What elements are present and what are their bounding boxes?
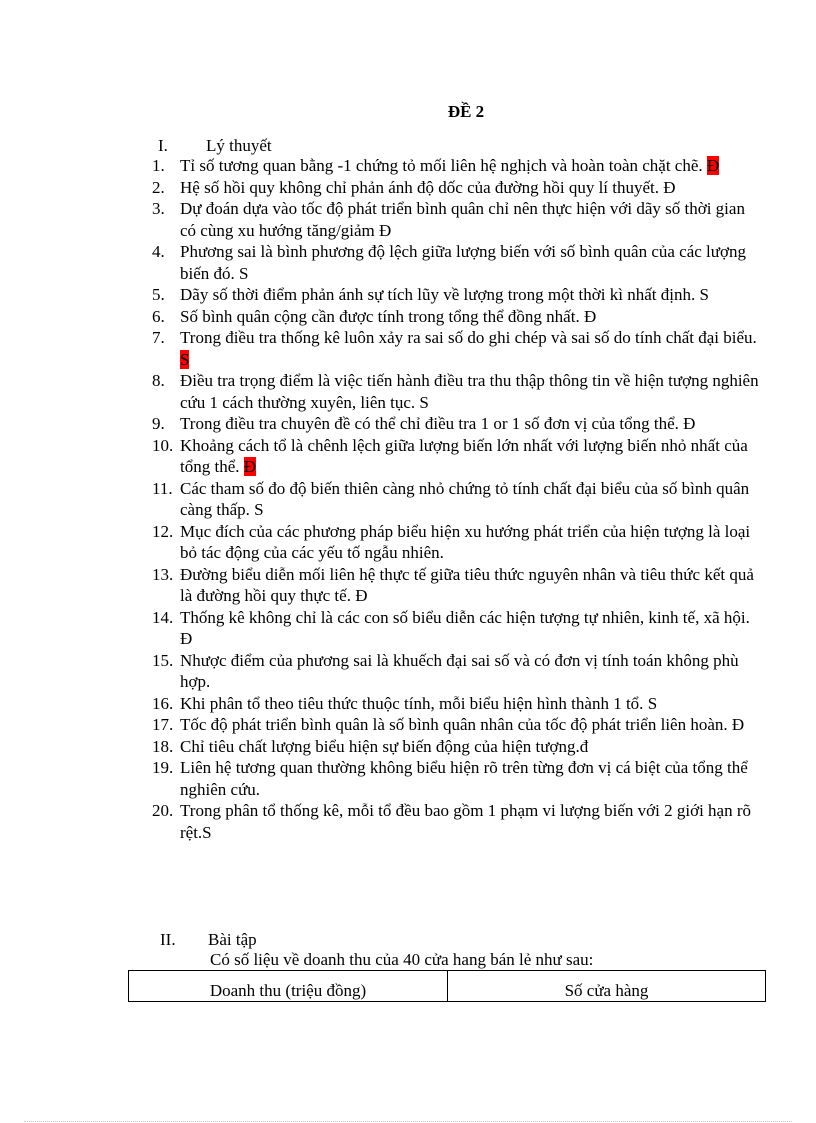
question-number: 10. xyxy=(152,435,174,455)
question-text: Hệ số hồi quy không chỉ phản ánh độ dốc của đường hồi quy lí thuyết. xyxy=(180,177,660,197)
question-number: 20. xyxy=(152,801,174,820)
answer-mark: Đ xyxy=(731,715,745,734)
section-label: Lý thuyết xyxy=(206,136,272,155)
question-text: Dãy số thời điểm phản ánh sự tích lũy về lượng trong một thời kì nhất định. xyxy=(180,285,696,304)
question-number: 6. xyxy=(152,306,165,326)
answer-mark: Đ xyxy=(683,414,696,433)
question-text: Khi phân tổ theo tiêu thức thuộc tính, mỗi biểu hiện hình thành 1 tổ. xyxy=(180,693,644,713)
answer-mark: Đ xyxy=(355,586,368,605)
question-number: 5. xyxy=(152,285,165,304)
exercise-intro: Có số liệu về doanh thu của 40 cửa hang bán lẻ như sau: xyxy=(210,950,594,969)
answer-mark: S xyxy=(239,263,249,283)
answer-mark: S xyxy=(180,349,190,369)
question-item xyxy=(152,327,762,370)
question-text: Đường biểu diễn mối liên hệ thực tế giữa tiêu thức nguyên nhân và tiêu thức kết quả là đường hồi quy thực tế. xyxy=(180,564,754,605)
section-number: II. xyxy=(160,930,176,949)
question-item xyxy=(152,693,762,715)
question-number: 12. xyxy=(152,521,174,541)
question-item xyxy=(152,155,762,177)
answer-mark: Đ xyxy=(180,629,193,648)
question-number: 4. xyxy=(152,242,165,261)
question-item xyxy=(152,241,762,284)
question-number: 9. xyxy=(152,414,165,433)
section-label: Bài tập xyxy=(208,930,257,949)
question-text: Thống kê không chỉ là các con số biểu diễn các hiện tượng tự nhiên, kinh tế, xã hội. xyxy=(180,607,750,627)
section-number: I. xyxy=(158,136,168,155)
question-item xyxy=(152,413,762,435)
question-number: 1. xyxy=(152,156,165,175)
question-text: Liên hệ tương quan thường không biểu hiện rõ trên từng đơn vị cá biệt của tổng thể nghiên cứu. xyxy=(180,758,748,799)
question-item xyxy=(152,800,762,843)
question-text: Mục đích của các phương pháp biểu hiện xu hướng phát triển của hiện tượng là loại bỏ tác động của các yếu tố ngẫu nhiên. xyxy=(180,521,751,562)
answer-mark: Đ xyxy=(379,220,392,240)
question-number: 16. xyxy=(152,693,174,713)
table-header-cell: Số cửa hàng xyxy=(448,971,766,1002)
question-text: Số bình quân cộng cần được tính trong tổng thể đồng nhất. xyxy=(180,306,580,326)
question-item xyxy=(152,564,762,607)
question-item xyxy=(152,607,762,650)
answer-mark: S xyxy=(647,693,658,713)
page-bottom-divider xyxy=(24,1121,792,1122)
question-number: 13. xyxy=(152,564,174,584)
question-text: Trong điều tra chuyên đề có thể chỉ điều tra 1 or 1 số đơn vị của tổng thể. xyxy=(180,414,679,433)
question-text: Tỉ số tương quan bằng -1 chứng tỏ mối liên hệ nghịch và hoàn toàn chặt chẽ. xyxy=(180,156,703,175)
answer-mark: S xyxy=(254,500,264,519)
page-title: ĐỀ 2 xyxy=(447,102,485,121)
question-number: 18. xyxy=(152,736,174,756)
question-text: Tốc độ phát triển bình quân là số bình quân nhân của tốc độ phát triển liên hoàn. xyxy=(180,715,728,734)
question-item xyxy=(152,284,762,306)
question-text: Chỉ tiêu chất lượng biểu hiện sự biến động của hiện tượng.đ xyxy=(180,736,589,756)
answer-mark: S xyxy=(699,285,709,304)
question-item xyxy=(152,370,762,413)
question-text: Trong điều tra thống kê luôn xảy ra sai số do ghi chép và sai số do tính chất đại biểu. xyxy=(180,328,757,347)
question-number: 14. xyxy=(152,607,174,627)
question-item xyxy=(152,736,762,758)
question-number: 7. xyxy=(152,328,165,347)
question-text: Điều tra trọng điểm là việc tiến hành điều tra thu thập thông tin về hiện tượng nghiên cứu 1 cách thường xuyên, liên tục. xyxy=(180,371,759,412)
question-number: 17. xyxy=(152,715,174,734)
table-header-row xyxy=(129,971,766,1002)
answer-mark: Đ xyxy=(243,457,257,476)
answer-mark: Đ xyxy=(663,177,676,197)
table-header-cell: Doanh thu (triệu đồng) xyxy=(129,971,448,1002)
question-item xyxy=(152,714,762,736)
question-item xyxy=(152,198,762,241)
question-item xyxy=(152,521,762,564)
answer-mark: Đ xyxy=(583,306,597,326)
question-item xyxy=(152,306,762,328)
answer-mark: Đ xyxy=(706,156,720,175)
question-text: Dự đoán dựa vào tốc độ phát triển bình quân chỉ nên thực hiện với dãy số thời gian có cùng xu hướng tăng/giảm xyxy=(180,199,745,240)
question-text: Các tham số đo độ biến thiên càng nhỏ chứng tỏ tính chất đại biểu của số bình quân càng thấp. xyxy=(180,478,750,519)
question-text: Nhược điểm của phương sai là khuếch đại sai số và có đơn vị tính toán không phù hợp. xyxy=(180,650,739,691)
question-number: 8. xyxy=(152,371,165,390)
question-number: 3. xyxy=(152,199,165,218)
question-list xyxy=(152,155,762,843)
question-text: Khoảng cách tổ là chênh lệch giữa lượng biến lớn nhất với lượng biến nhỏ nhất của tổng thể. xyxy=(180,435,748,476)
answer-mark: S xyxy=(419,392,429,412)
question-item xyxy=(152,757,762,800)
question-number: 15. xyxy=(152,650,174,670)
question-number: 2. xyxy=(152,177,165,197)
question-text: Trong phân tổ thống kê, mỗi tổ đều bao gồm 1 phạm vi lượng biến với 2 giới hạn rõ rệt.S xyxy=(180,801,752,842)
question-number: 11. xyxy=(152,478,173,498)
question-text: Phương sai là bình phương độ lệch giữa lượng biến với số bình quân của các lượng biến đó. xyxy=(180,242,746,283)
question-item xyxy=(152,650,762,693)
question-item xyxy=(152,478,762,521)
question-item xyxy=(152,177,762,199)
question-item xyxy=(152,435,762,478)
question-number: 19. xyxy=(152,758,174,777)
data-table xyxy=(128,970,766,1002)
